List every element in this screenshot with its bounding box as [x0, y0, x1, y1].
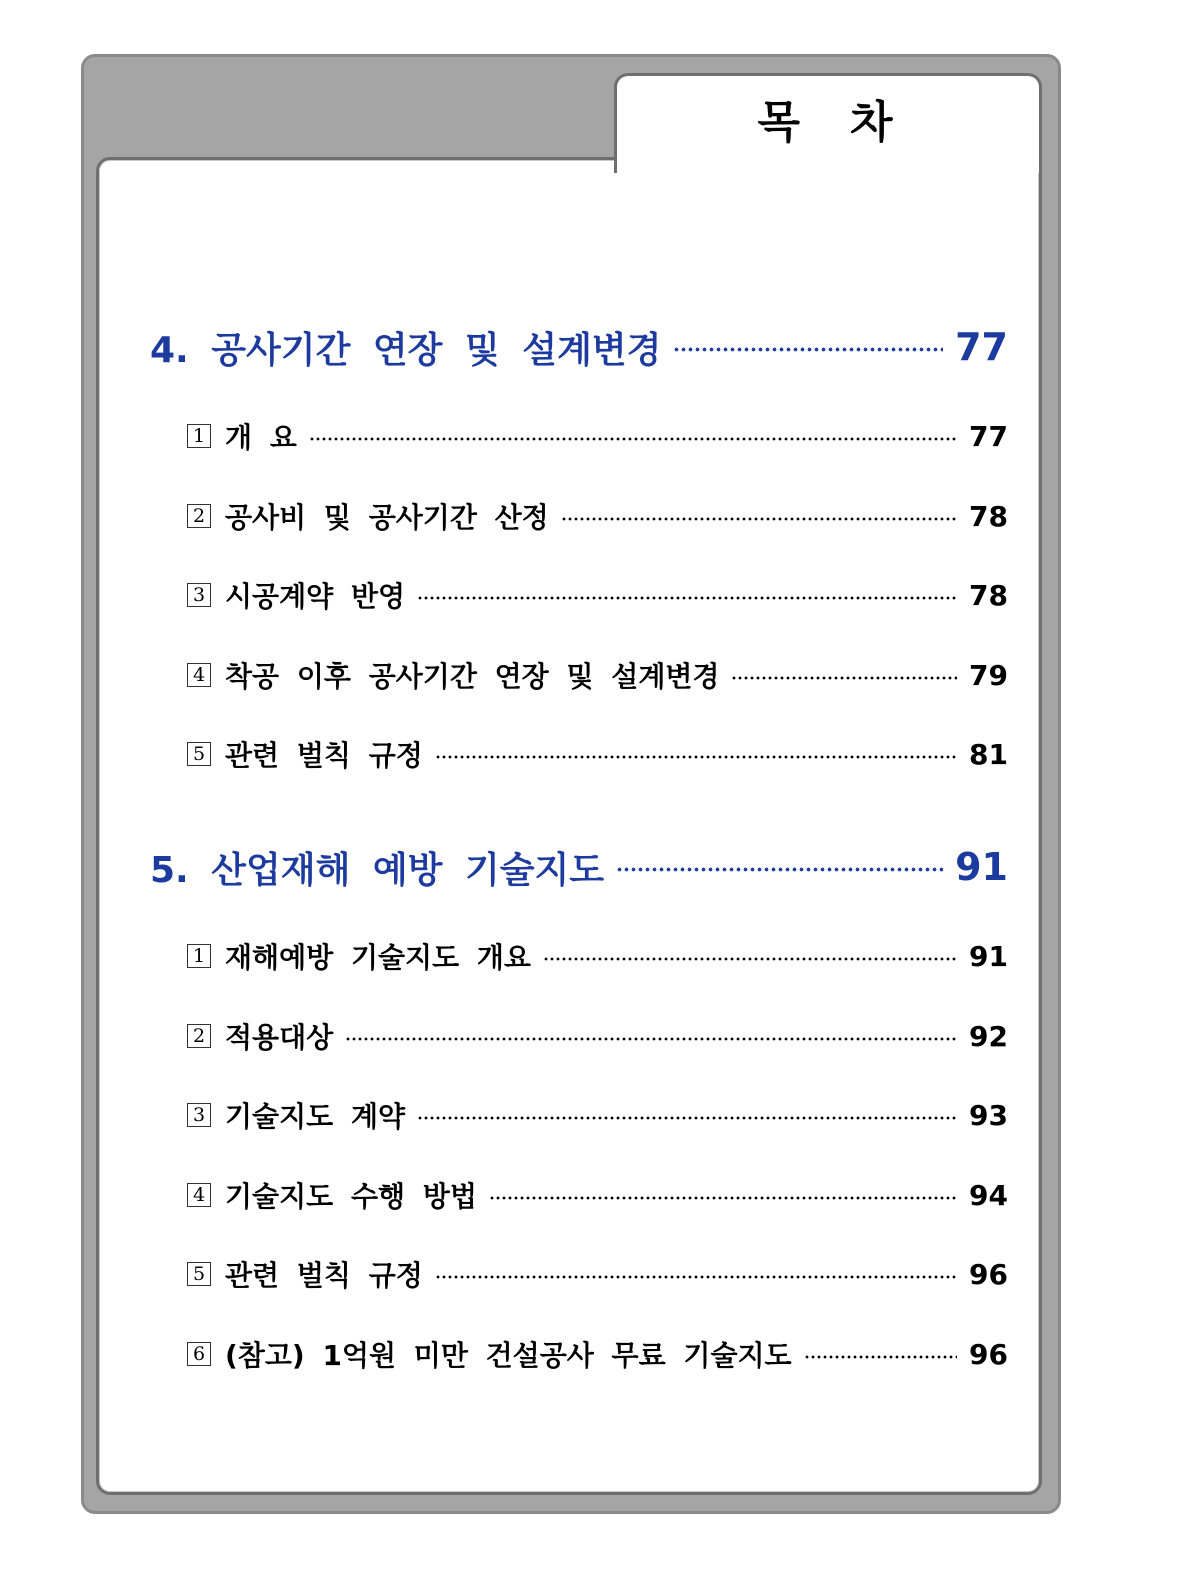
section-page-number: 96	[969, 1337, 1008, 1371]
section-page-number: 77	[969, 419, 1008, 453]
dot-leader	[673, 347, 943, 352]
toc-section[interactable]	[187, 1016, 1008, 1056]
section-title: 기술지도 수행 방법	[225, 1180, 477, 1213]
section-page-number: 92	[969, 1019, 1008, 1053]
dot-leader	[345, 1037, 957, 1041]
dot-leader	[435, 755, 957, 759]
toc-section[interactable]	[187, 496, 1008, 536]
section-number-box: 5	[187, 1262, 211, 1286]
dot-leader	[543, 957, 957, 961]
chapter-title: 5. 산업재해 예방 기술지도	[150, 849, 605, 891]
section-number-box: 2	[187, 1024, 211, 1048]
toc-chapter[interactable]	[150, 323, 1008, 371]
section-number-box: 1	[187, 424, 211, 448]
section-number-box: 5	[187, 742, 211, 766]
section-page-number: 78	[969, 499, 1008, 533]
dot-leader	[489, 1196, 957, 1200]
section-number-box: 6	[187, 1342, 211, 1366]
toc-section[interactable]	[187, 1254, 1008, 1294]
section-number-box: 2	[187, 504, 211, 528]
title-char: 목	[757, 97, 806, 148]
section-page-number: 94	[969, 1178, 1008, 1212]
dot-leader	[561, 517, 957, 521]
chapter-title: 4. 공사기간 연장 및 설계변경	[150, 329, 662, 371]
section-number-box: 3	[187, 1103, 211, 1127]
section-title: 시공계약 반영	[225, 580, 406, 613]
dot-leader	[435, 1275, 957, 1279]
section-title: 착공 이후 공사기간 연장 및 설계변경	[225, 660, 720, 693]
dot-leader	[616, 867, 943, 872]
dot-leader	[309, 437, 957, 441]
toc-section[interactable]	[187, 575, 1008, 615]
toc-section[interactable]	[187, 1334, 1008, 1374]
dot-leader	[804, 1355, 957, 1359]
section-title: 개 요	[225, 421, 297, 454]
section-number-box: 4	[187, 663, 211, 687]
dot-leader	[417, 596, 957, 600]
toc-section[interactable]	[187, 734, 1008, 774]
dot-leader	[731, 676, 957, 680]
title-char: 차	[850, 97, 899, 148]
section-page-number: 79	[969, 658, 1008, 692]
page-title	[617, 86, 1039, 146]
toc-section[interactable]	[187, 416, 1008, 456]
section-title: 관련 벌칙 규정	[225, 739, 423, 772]
section-page-number: 78	[969, 578, 1008, 612]
chapter-page-number: 77	[955, 325, 1008, 369]
section-title: 공사비 및 공사기간 산정	[225, 501, 549, 534]
toc-section[interactable]	[187, 655, 1008, 695]
dot-leader	[417, 1116, 957, 1120]
toc-section[interactable]	[187, 1095, 1008, 1135]
section-page-number: 91	[969, 939, 1008, 973]
section-number-box: 1	[187, 944, 211, 968]
section-page-number: 93	[969, 1098, 1008, 1132]
section-number-box: 4	[187, 1183, 211, 1207]
section-page-number: 81	[969, 737, 1008, 771]
section-page-number: 96	[969, 1257, 1008, 1291]
section-title: 기술지도 계약	[225, 1100, 406, 1133]
toc-section[interactable]	[187, 936, 1008, 976]
section-title: 관련 벌칙 규정	[225, 1259, 423, 1292]
chapter-page-number: 91	[955, 845, 1008, 889]
section-title: (참고) 1억원 미만 건설공사 무료 기술지도	[225, 1339, 792, 1372]
toc-section[interactable]	[187, 1175, 1008, 1215]
toc-chapter[interactable]	[150, 843, 1008, 891]
section-title: 재해예방 기술지도 개요	[225, 941, 531, 974]
section-title: 적용대상	[225, 1021, 334, 1054]
section-number-box: 3	[187, 583, 211, 607]
